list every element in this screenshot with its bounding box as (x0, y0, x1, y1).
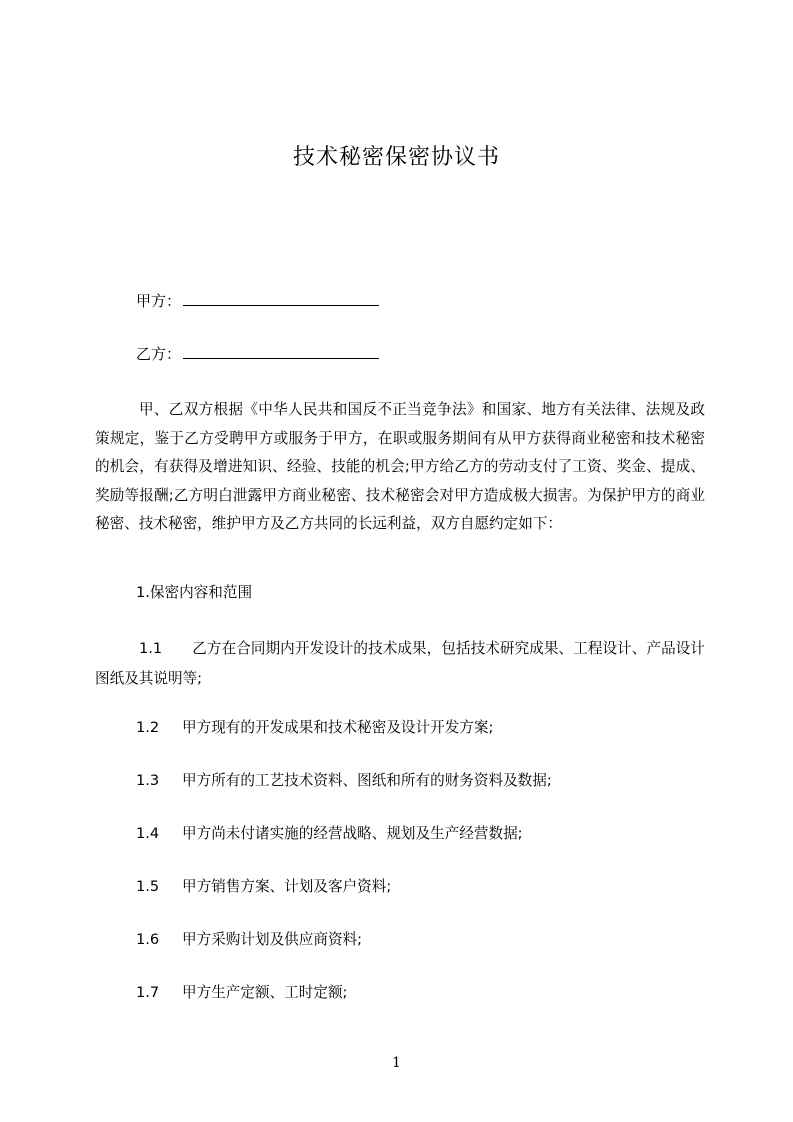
item-1-1 (95, 634, 705, 694)
section-1-heading: 1.保密内容和范围 (136, 584, 253, 601)
item-1-4 (136, 824, 523, 844)
item-1-6-num: 1.6 (136, 931, 160, 948)
item-1-5 (136, 877, 391, 897)
item-1-3-text: 甲方所有的工艺技术资料、图纸和所有的财务资料及数据; (182, 772, 552, 789)
party-a-blank (183, 291, 379, 306)
item-1-4-text: 甲方尚未付诸实施的经营战略、规划及生产经营数据; (182, 825, 523, 842)
party-b-blank (183, 344, 379, 359)
party-b-line (136, 344, 379, 364)
party-b-label: 乙方： (136, 345, 182, 363)
intro-paragraph (95, 396, 705, 539)
item-1-3-num: 1.3 (136, 772, 160, 789)
item-1-5-num: 1.5 (136, 878, 160, 895)
item-1-2 (136, 718, 493, 738)
item-1-2-text: 甲方现有的开发成果和技术秘密及设计开发方案; (182, 719, 494, 736)
intro-text: 甲、乙双方根据《中华人民共和国反不正当竞争法》和国家、地方有关法律、法规及政策规定，鉴于乙方受聘甲方或服务于甲方，在职或服务期间有从甲方获得商业秘密和技术秘密的机会，有获得及增进知识、经验、技能的机会;甲方给乙方的劳动支付了工资、奖金、提成、奖励等报酬;乙方明白泄露甲方商业秘密、技术秘密会对甲方造成极大损害。为保护甲方的商业秘密、技术秘密，维护甲方及乙方共同的长远利益，双方自愿约定如下： (95, 401, 705, 532)
party-a-line (136, 291, 379, 311)
item-1-3 (136, 771, 552, 791)
document-title: 技术秘密保密协议书 (292, 145, 500, 170)
item-1-1-text: 乙方在合同期内开发设计的技术成果，包括技术研究成果、工程设计、产品设计图纸及其说明等; (95, 640, 705, 687)
item-1-7-text: 甲方生产定额、工时定额; (182, 984, 348, 1001)
item-1-1-num: 1.1 (139, 640, 163, 657)
item-1-4-num: 1.4 (136, 825, 160, 842)
item-1-7 (136, 983, 347, 1003)
item-1-5-text: 甲方销售方案、计划及客户资料; (182, 878, 392, 895)
item-1-6 (136, 930, 362, 950)
item-1-7-num: 1.7 (136, 984, 160, 1001)
party-a-label: 甲方： (136, 292, 182, 310)
item-1-6-text: 甲方采购计划及供应商资料; (182, 931, 363, 948)
item-1-2-num: 1.2 (136, 719, 160, 736)
page-number: 1 (392, 1055, 401, 1071)
